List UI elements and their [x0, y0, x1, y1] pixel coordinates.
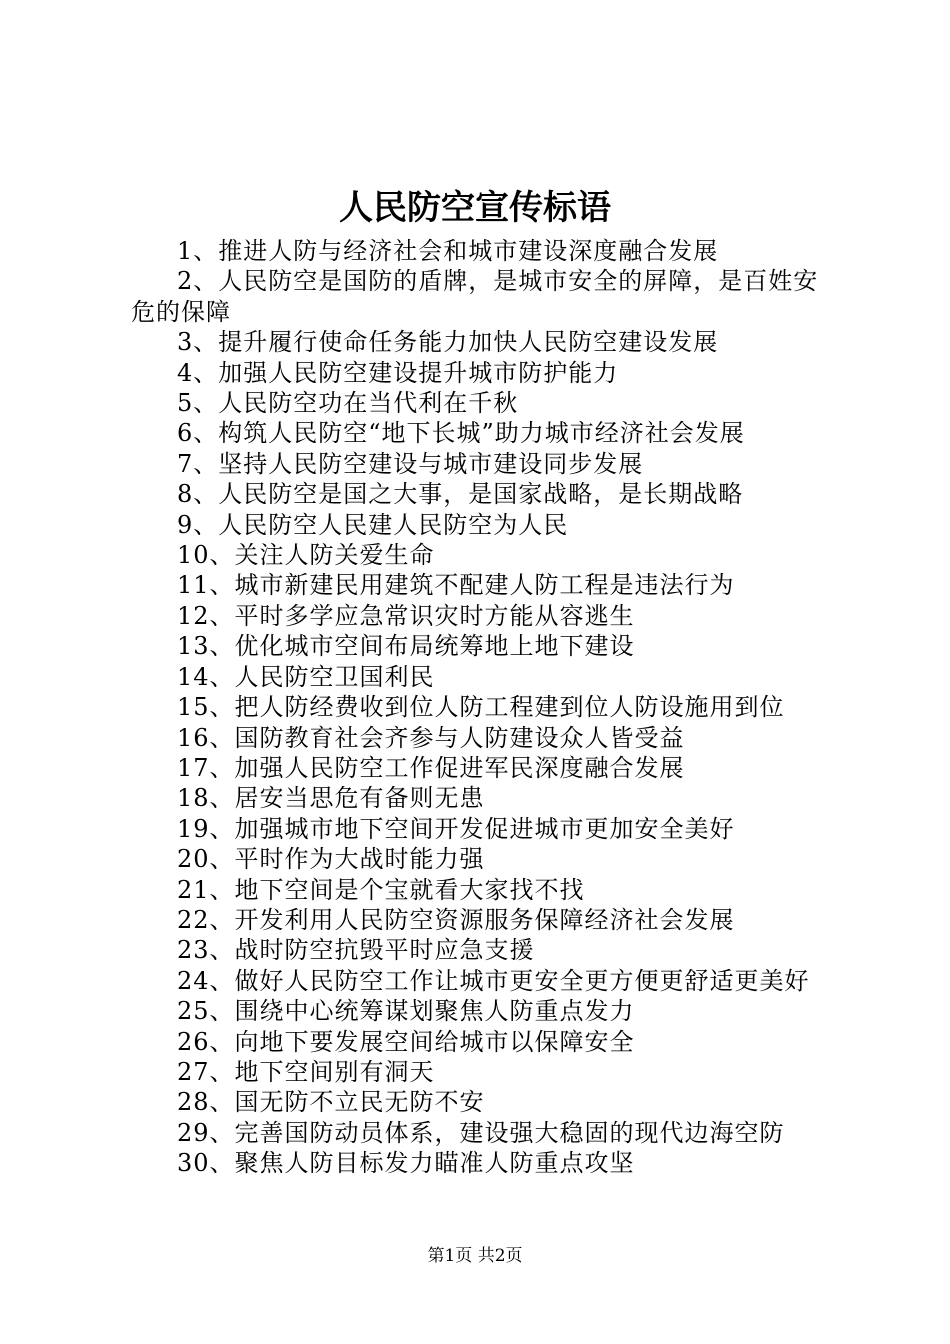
list-item: 29、完善国防动员体系，建设强大稳固的现代边海空防: [177, 1118, 785, 1147]
list-item: 8、人民防空是国之大事，是国家战略，是长期战略: [177, 480, 744, 509]
list-item: 4、加强人民防空建设提升城市防护能力: [177, 358, 619, 387]
list-item: 17、加强人民防空工作促进军民深度融合发展: [177, 753, 685, 782]
list-item: 10、关注人防关爱生命: [177, 541, 435, 570]
list-item: 12、平时多学应急常识灾时方能从容逃生: [177, 601, 635, 630]
list-item: 22、开发利用人民防空资源服务保障经济社会发展: [177, 905, 735, 934]
list-item: 3、提升履行使命任务能力加快人民防空建设发展: [177, 328, 719, 357]
list-item: 14、人民防空卫国利民: [177, 662, 435, 691]
list-item: 24、做好人民防空工作让城市更安全更方便更舒适更美好: [177, 966, 810, 995]
list-item: 27、地下空间别有洞天: [177, 1057, 435, 1086]
page-title: 人民防空宣传标语: [339, 188, 611, 228]
list-item: 7、坚持人民防空建设与城市建设同步发展: [177, 449, 644, 478]
list-item: 6、构筑人民防空“地下长城”助力城市经济社会发展: [177, 419, 745, 448]
list-item: 16、国防教育社会齐参与人防建设众人皆受益: [177, 723, 685, 752]
list-item: 13、优化城市空间布局统筹地上地下建设: [177, 632, 635, 661]
list-item: 18、居安当思危有备则无患: [177, 784, 485, 813]
list-item: 9、人民防空人民建人民防空为人民: [177, 510, 569, 539]
list-item: 23、战时防空抗毁平时应急支援: [177, 936, 535, 965]
slogan-list: [131, 236, 837, 1179]
page-footer: 第1页 共2页: [427, 1246, 523, 1266]
list-item: 30、聚焦人防目标发力瞄准人防重点攻坚: [177, 1149, 635, 1178]
list-item: 21、地下空间是个宝就看大家找不找: [177, 875, 585, 904]
list-item: 15、把人防经费收到位人防工程建到位人防设施用到位: [177, 693, 785, 722]
list-item: 11、城市新建民用建筑不配建人防工程是违法行为: [177, 571, 735, 600]
list-item: 5、人民防空功在当代利在千秋: [177, 389, 519, 418]
list-item: 26、向地下要发展空间给城市以保障安全: [177, 1027, 635, 1056]
list-item: 1、推进人防与经济社会和城市建设深度融合发展: [177, 237, 719, 265]
list-item: 25、围绕中心统筹谋划聚焦人防重点发力: [177, 997, 635, 1026]
list-item: 20、平时作为大战时能力强: [177, 845, 485, 874]
list-item: 28、国无防不立民无防不安: [177, 1088, 485, 1117]
list-item: 19、加强城市地下空间开发促进城市更加安全美好: [177, 814, 735, 843]
list-item: 2、人民防空是国防的盾牌，是城市安全的屏障，是百姓安危的保障: [131, 267, 819, 326]
